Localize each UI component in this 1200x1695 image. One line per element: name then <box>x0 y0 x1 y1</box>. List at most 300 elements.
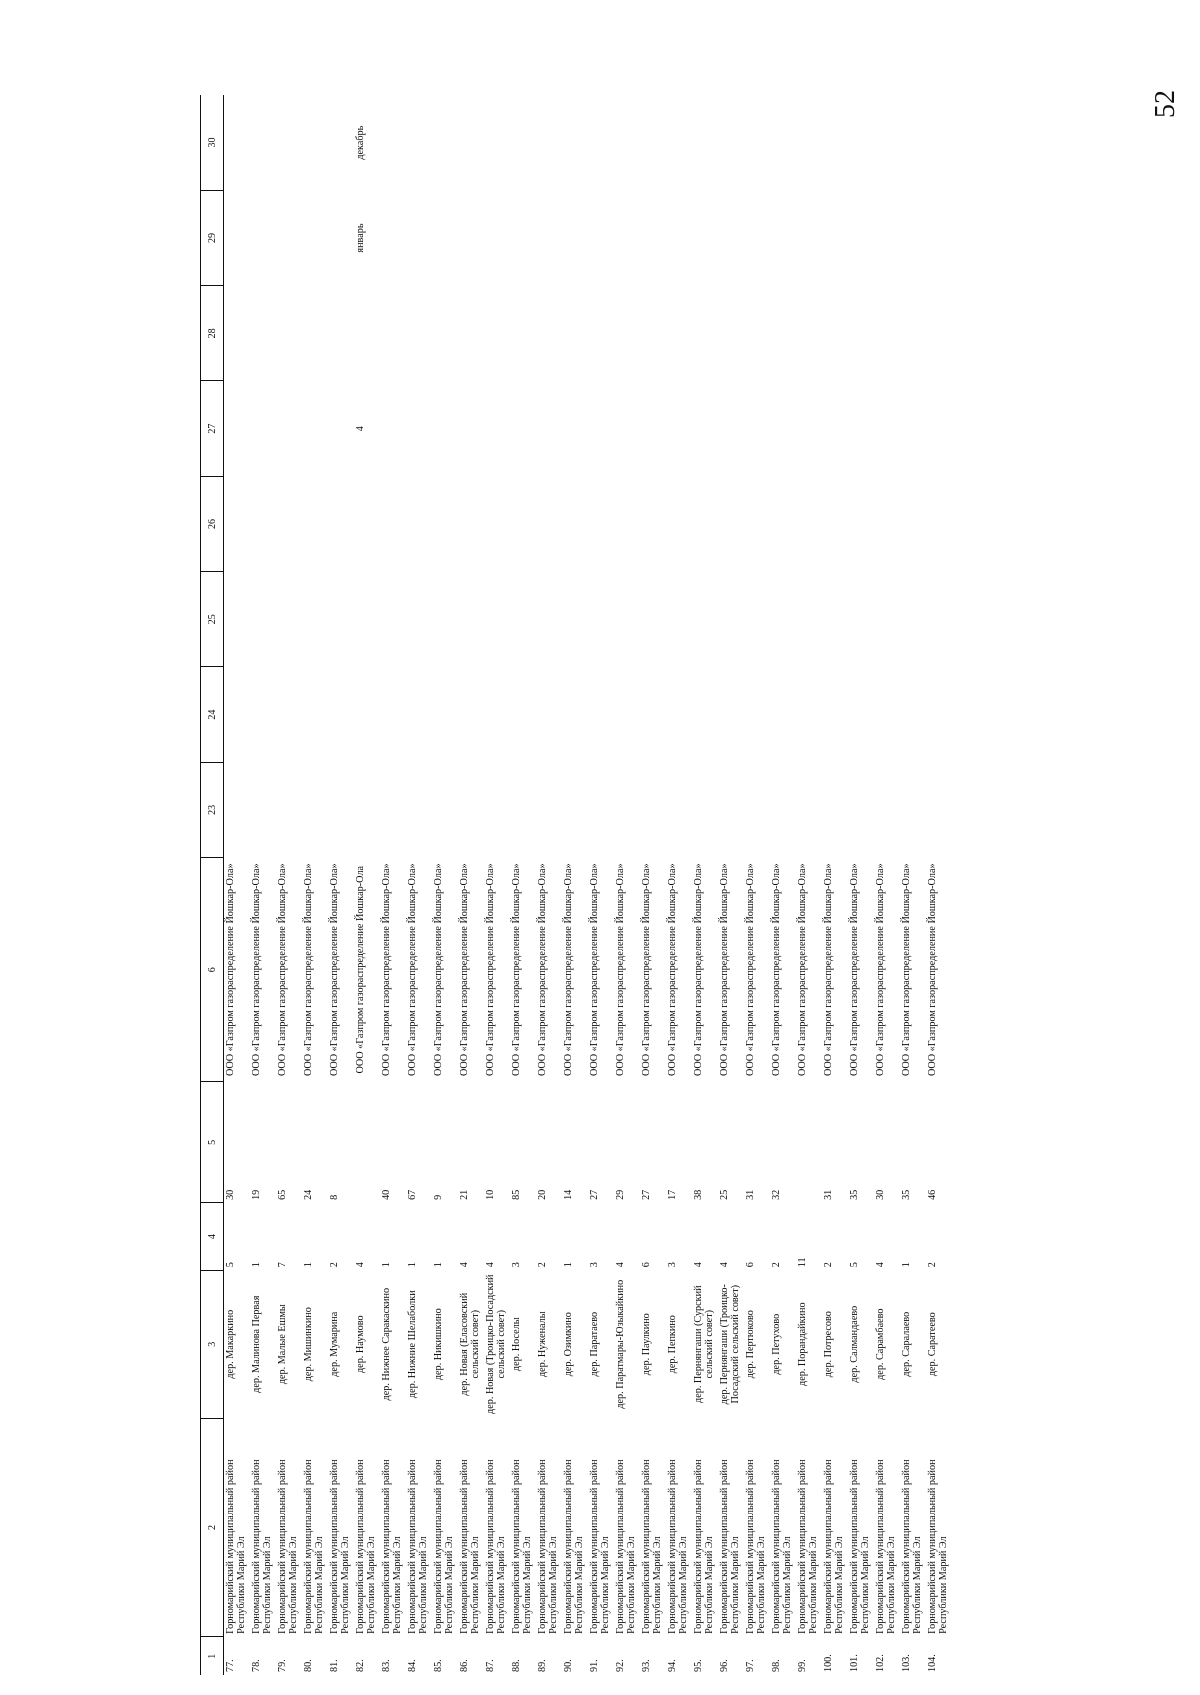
col27-value <box>250 381 276 476</box>
table-row <box>536 95 562 1675</box>
col29-value: январь <box>355 223 366 253</box>
table-row <box>354 95 380 1675</box>
district-cell: Горномарийский муниципальный район Республики Марий Эл <box>589 1459 611 1634</box>
col25 <box>874 572 900 667</box>
col4-value: 3 <box>589 1262 600 1268</box>
village-cell: дер. Порандайкино <box>797 1302 808 1386</box>
col29-value <box>380 190 406 285</box>
organization-cell: ООО «Газпром газораспределение Йошкар-Ола» <box>615 863 626 1076</box>
col5-value: 10 <box>485 1189 496 1200</box>
district-cell: Горномарийский муниципальный район Республики Марий Эл <box>875 1459 897 1634</box>
district-cell: Горномарийский муниципальный район Республики Марий Эл <box>693 1459 715 1634</box>
col25 <box>614 572 640 667</box>
col30-value <box>718 95 744 190</box>
col23 <box>900 762 926 857</box>
col4-value: 4 <box>355 1262 366 1268</box>
col27-value: 4 <box>355 426 366 432</box>
page-number: 52 <box>1150 90 1181 118</box>
row-number: 98. <box>771 1659 782 1672</box>
col27-value <box>484 381 510 476</box>
col29-value <box>744 190 770 285</box>
col26 <box>536 476 562 571</box>
col24 <box>276 667 302 762</box>
column-header: 4 <box>201 1203 224 1270</box>
col5-value: 30 <box>225 1189 236 1200</box>
col28 <box>354 286 380 381</box>
row-number: 92. <box>615 1659 626 1672</box>
col23 <box>484 762 510 857</box>
col5-value: 27 <box>589 1189 600 1200</box>
col5-value <box>796 1082 822 1203</box>
col4-value: 4 <box>875 1262 886 1268</box>
col26 <box>666 476 692 571</box>
table-row <box>692 95 718 1675</box>
organization-cell: ООО «Газпром газораспределение Йошкар-Ола» <box>277 863 288 1076</box>
col4-value: 1 <box>563 1262 574 1268</box>
col24 <box>510 667 536 762</box>
col24 <box>900 667 926 762</box>
col25 <box>432 572 458 667</box>
col23 <box>406 762 432 857</box>
district-cell: Горномарийский муниципальный район Республики Марий Эл <box>719 1459 741 1634</box>
col26 <box>250 476 276 571</box>
row-number: 104. <box>927 1654 938 1672</box>
organization-cell: ООО «Газпром газораспределение Йошкар-Ола» <box>719 863 730 1076</box>
col26 <box>926 476 952 571</box>
col5-value: 31 <box>823 1189 834 1200</box>
organization-cell: ООО «Газпром газораспределение Йошкар-Ола» <box>329 863 340 1076</box>
col30-value <box>848 95 874 190</box>
organization-cell: ООО «Газпром газораспределение Йошкар-Ола» <box>459 863 470 1076</box>
row-number: 95. <box>693 1659 704 1672</box>
column-header: 5 <box>201 1082 224 1203</box>
organization-cell: ООО «Газпром газораспределение Йошкар-Ола» <box>381 863 392 1076</box>
col28 <box>458 286 484 381</box>
col28 <box>666 286 692 381</box>
col4-value: 4 <box>719 1262 730 1268</box>
column-header: 28 <box>201 286 224 381</box>
table-row <box>302 95 328 1675</box>
col5-value: 65 <box>277 1189 288 1200</box>
col30-value <box>900 95 926 190</box>
col26 <box>744 476 770 571</box>
col25 <box>302 572 328 667</box>
col30-value <box>224 95 251 190</box>
col24 <box>874 667 900 762</box>
village-cell: дер. Озимкино <box>563 1312 574 1377</box>
col23 <box>536 762 562 857</box>
row-number: 100. <box>823 1654 834 1672</box>
col25 <box>328 572 354 667</box>
col4-value: 4 <box>485 1262 496 1268</box>
col28 <box>250 286 276 381</box>
col30-value <box>562 95 588 190</box>
district-cell: Горномарийский муниципальный район Республики Марий Эл <box>797 1459 819 1634</box>
table-row <box>796 95 822 1675</box>
village-cell: дер. Сарамбаево <box>875 1308 886 1380</box>
col29-value <box>250 190 276 285</box>
col23 <box>848 762 874 857</box>
table-row <box>562 95 588 1675</box>
col23 <box>666 762 692 857</box>
row-number: 88. <box>511 1659 522 1672</box>
col23 <box>328 762 354 857</box>
col25 <box>796 572 822 667</box>
organization-cell: ООО «Газпром газораспределение Йошкар-Ола» <box>901 863 912 1076</box>
village-cell: дер. Пернянгаши (Сурский сельский совет) <box>693 1285 715 1403</box>
col27-value <box>770 381 796 476</box>
col27-value <box>562 381 588 476</box>
col4-value: 3 <box>511 1262 522 1268</box>
col25 <box>484 572 510 667</box>
col24 <box>432 667 458 762</box>
district-cell: Горномарийский муниципальный район Республики Марий Эл <box>641 1459 663 1634</box>
row-number: 97. <box>745 1659 756 1672</box>
col24 <box>588 667 614 762</box>
district-cell: Горномарийский муниципальный район Республики Марий Эл <box>485 1459 507 1634</box>
col28 <box>692 286 718 381</box>
col26 <box>640 476 666 571</box>
col5-value: 85 <box>511 1189 522 1200</box>
village-cell: дер. Малинова Первая <box>251 1295 262 1393</box>
col27-value <box>536 381 562 476</box>
organization-cell: ООО «Газпром газораспределение Йошкар-Ола» <box>927 863 938 1076</box>
col29-value <box>666 190 692 285</box>
col26 <box>458 476 484 571</box>
col29-value <box>276 190 302 285</box>
table-row <box>666 95 692 1675</box>
col28 <box>302 286 328 381</box>
table-row <box>224 95 251 1675</box>
col29-value <box>848 190 874 285</box>
row-number: 103. <box>901 1654 912 1672</box>
col4-value: 4 <box>693 1262 704 1268</box>
table-row <box>874 95 900 1675</box>
col26 <box>510 476 536 571</box>
col26 <box>484 476 510 571</box>
col25 <box>900 572 926 667</box>
table-row <box>770 95 796 1675</box>
col27-value <box>640 381 666 476</box>
col25 <box>536 572 562 667</box>
village-cell: дер. Новая (Троицко-Посадский сельский совет) <box>485 1274 507 1414</box>
col30-value <box>744 95 770 190</box>
district-cell: Горномарийский муниципальный район Республики Марий Эл <box>771 1459 793 1634</box>
col27-value <box>822 381 848 476</box>
row-number: 94. <box>667 1659 678 1672</box>
col24 <box>250 667 276 762</box>
col30-value <box>874 95 900 190</box>
col24 <box>562 667 588 762</box>
district-cell: Горномарийский муниципальный район Республики Марий Эл <box>537 1459 559 1634</box>
column-header: 30 <box>201 95 224 190</box>
col26 <box>276 476 302 571</box>
col25 <box>848 572 874 667</box>
col30-value <box>822 95 848 190</box>
col23 <box>874 762 900 857</box>
col25 <box>926 572 952 667</box>
col29-value <box>484 190 510 285</box>
table-row <box>250 95 276 1675</box>
col24 <box>224 667 251 762</box>
col24 <box>406 667 432 762</box>
col29-value <box>328 190 354 285</box>
row-number: 85. <box>433 1659 444 1672</box>
col30-value <box>588 95 614 190</box>
col28 <box>848 286 874 381</box>
col23 <box>432 762 458 857</box>
col24 <box>614 667 640 762</box>
col30-value <box>432 95 458 190</box>
col29-value <box>562 190 588 285</box>
col5-value: 35 <box>849 1189 860 1200</box>
col27-value <box>796 381 822 476</box>
col23 <box>276 762 302 857</box>
col4-value: 5 <box>225 1262 236 1268</box>
col27-value <box>406 381 432 476</box>
village-cell: дер. Пертюково <box>745 1310 756 1379</box>
col25 <box>640 572 666 667</box>
col28 <box>640 286 666 381</box>
col30-value <box>666 95 692 190</box>
col27-value <box>224 381 251 476</box>
col5-value: 40 <box>381 1189 392 1200</box>
col27-value <box>302 381 328 476</box>
col26 <box>328 476 354 571</box>
col30-value <box>640 95 666 190</box>
column-header: 27 <box>201 381 224 476</box>
table-body <box>224 95 953 1675</box>
col30-value <box>406 95 432 190</box>
village-cell: дер. Носелы <box>511 1317 522 1372</box>
col5-value: 25 <box>719 1189 730 1200</box>
col5-value: 20 <box>537 1189 548 1200</box>
village-cell: дер. Пепкино <box>667 1315 678 1374</box>
table-row <box>926 95 952 1675</box>
column-header: 2 <box>201 1418 224 1637</box>
col28 <box>510 286 536 381</box>
col29-value <box>614 190 640 285</box>
col28 <box>822 286 848 381</box>
col26 <box>718 476 744 571</box>
col25 <box>770 572 796 667</box>
village-cell: дер. Мумарина <box>329 1311 340 1377</box>
district-cell: Горномарийский муниципальный район Республики Марий Эл <box>381 1459 403 1634</box>
col23 <box>640 762 666 857</box>
village-cell: дер. Мишинкино <box>303 1307 314 1382</box>
col5-value: 14 <box>563 1189 574 1200</box>
col4-value: 1 <box>251 1262 262 1268</box>
col26 <box>796 476 822 571</box>
col23 <box>354 762 380 857</box>
col24 <box>458 667 484 762</box>
col28 <box>406 286 432 381</box>
col30-value <box>796 95 822 190</box>
col28 <box>328 286 354 381</box>
col28 <box>796 286 822 381</box>
col25 <box>276 572 302 667</box>
district-cell: Горномарийский муниципальный район Республики Марий Эл <box>277 1459 299 1634</box>
col5-value: 32 <box>771 1189 782 1200</box>
col27-value <box>666 381 692 476</box>
organization-cell: ООО «Газпром газораспределение Йошкар-Ола» <box>511 863 522 1076</box>
col5-value: 46 <box>927 1189 938 1200</box>
col24 <box>536 667 562 762</box>
col29-value <box>796 190 822 285</box>
col30-value <box>458 95 484 190</box>
col23 <box>458 762 484 857</box>
district-cell: Горномарийский муниципальный район Республики Марий Эл <box>251 1459 273 1634</box>
col24 <box>770 667 796 762</box>
col4-value: 4 <box>459 1262 470 1268</box>
col26 <box>900 476 926 571</box>
col5-value <box>354 1082 380 1203</box>
col27-value <box>926 381 952 476</box>
col4-value: 2 <box>823 1262 834 1268</box>
col30-value: декабрь <box>355 125 366 160</box>
table-row <box>406 95 432 1675</box>
village-cell: дер. Малые Ешмы <box>277 1304 288 1385</box>
gasification-table <box>200 95 952 1675</box>
col26 <box>848 476 874 571</box>
col23 <box>692 762 718 857</box>
district-cell: Горномарийский муниципальный район Республики Марий Эл <box>745 1459 767 1634</box>
village-cell: дер. Салмандаево <box>849 1305 860 1383</box>
table-row <box>614 95 640 1675</box>
col24 <box>848 667 874 762</box>
col23 <box>822 762 848 857</box>
organization-cell: ООО «Газпром газораспределение Йошкар-Ола» <box>693 863 704 1076</box>
row-number: 93. <box>641 1659 652 1672</box>
col26 <box>302 476 328 571</box>
col26 <box>380 476 406 571</box>
col25 <box>822 572 848 667</box>
table-row <box>432 95 458 1675</box>
col23 <box>380 762 406 857</box>
village-cell: дер. Саратеево <box>927 1312 938 1377</box>
col30-value <box>250 95 276 190</box>
column-header: 3 <box>201 1270 224 1418</box>
col5-value: 27 <box>641 1189 652 1200</box>
col28 <box>874 286 900 381</box>
col4-value: 2 <box>927 1262 938 1268</box>
col28 <box>536 286 562 381</box>
village-cell: дер. Пернянгаши (Троицко-Посадский сельский совет) <box>719 1284 741 1405</box>
col26 <box>874 476 900 571</box>
col25 <box>666 572 692 667</box>
col29-value <box>458 190 484 285</box>
col29-value <box>432 190 458 285</box>
col30-value <box>276 95 302 190</box>
col30-value <box>926 95 952 190</box>
col30-value <box>510 95 536 190</box>
district-cell: Горномарийский муниципальный район Республики Марий Эл <box>927 1459 949 1634</box>
col29-value <box>926 190 952 285</box>
col24 <box>484 667 510 762</box>
column-header: 6 <box>201 858 224 1082</box>
col4-value: 1 <box>407 1262 418 1268</box>
organization-cell: ООО «Газпром газораспределение Йошкар-Ола» <box>641 863 652 1076</box>
table-row <box>458 95 484 1675</box>
col29-value <box>536 190 562 285</box>
col28 <box>484 286 510 381</box>
col23 <box>770 762 796 857</box>
village-cell: дер. Саралаево <box>901 1311 912 1377</box>
col27-value <box>458 381 484 476</box>
col29-value <box>302 190 328 285</box>
col27-value <box>874 381 900 476</box>
col23 <box>510 762 536 857</box>
organization-cell: ООО «Газпром газораспределение Йошкар-Ола» <box>823 863 834 1076</box>
col27-value <box>848 381 874 476</box>
organization-cell: ООО «Газпром газораспределение Йошкар-Ола» <box>407 863 418 1076</box>
district-cell: Горномарийский муниципальный район Республики Марий Эл <box>615 1459 637 1634</box>
village-cell: дер. Новая (Еласовский сельский совет) <box>459 1292 481 1396</box>
village-cell: дер. Нижние Шелаболки <box>407 1290 418 1399</box>
col5-value: 67 <box>407 1189 418 1200</box>
district-cell: Горномарийский муниципальный район Республики Марий Эл <box>433 1459 455 1634</box>
column-header: 26 <box>201 476 224 571</box>
col30-value <box>302 95 328 190</box>
col28 <box>718 286 744 381</box>
col4-value: 6 <box>641 1262 652 1268</box>
col26 <box>406 476 432 571</box>
col5-value: 19 <box>251 1189 262 1200</box>
organization-cell: ООО «Газпром газораспределение Йошкар-Ола <box>355 865 366 1074</box>
col23 <box>614 762 640 857</box>
district-cell: Горномарийский муниципальный район Республики Марий Эл <box>303 1459 325 1634</box>
table-row <box>744 95 770 1675</box>
col25 <box>692 572 718 667</box>
col26 <box>354 476 380 571</box>
col5-value: 35 <box>901 1189 912 1200</box>
col26 <box>562 476 588 571</box>
district-cell: Горномарийский муниципальный район Республики Марий Эл <box>225 1459 247 1634</box>
organization-cell: ООО «Газпром газораспределение Йошкар-Ола» <box>875 863 886 1076</box>
district-cell: Горномарийский муниципальный район Республики Марий Эл <box>901 1459 923 1634</box>
district-cell: Горномарийский муниципальный район Республики Марий Эл <box>849 1459 871 1634</box>
col27-value <box>432 381 458 476</box>
col30-value <box>536 95 562 190</box>
table-row <box>900 95 926 1675</box>
col5-value: 24 <box>303 1189 314 1200</box>
table-row <box>640 95 666 1675</box>
col25 <box>354 572 380 667</box>
village-cell: дер. Макаркино <box>225 1309 236 1379</box>
row-number: 79. <box>277 1659 288 1672</box>
row-number: 80. <box>303 1659 314 1672</box>
col5-value: 29 <box>615 1189 626 1200</box>
column-header: 29 <box>201 190 224 285</box>
col25 <box>458 572 484 667</box>
organization-cell: ООО «Газпром газораспределение Йошкар-Ола» <box>303 863 314 1076</box>
col24 <box>328 667 354 762</box>
col28 <box>744 286 770 381</box>
table-row <box>822 95 848 1675</box>
col30-value <box>692 95 718 190</box>
col29-value <box>900 190 926 285</box>
col29-value <box>406 190 432 285</box>
row-number: 77. <box>225 1659 236 1672</box>
district-cell: Горномарийский муниципальный район Республики Марий Эл <box>459 1459 481 1634</box>
organization-cell: ООО «Газпром газораспределение Йошкар-Ола» <box>537 863 548 1076</box>
col29-value <box>588 190 614 285</box>
district-cell: Горномарийский муниципальный район Республики Марий Эл <box>407 1459 429 1634</box>
col4-value: 1 <box>901 1262 912 1268</box>
col25 <box>744 572 770 667</box>
col30-value <box>328 95 354 190</box>
col24 <box>718 667 744 762</box>
